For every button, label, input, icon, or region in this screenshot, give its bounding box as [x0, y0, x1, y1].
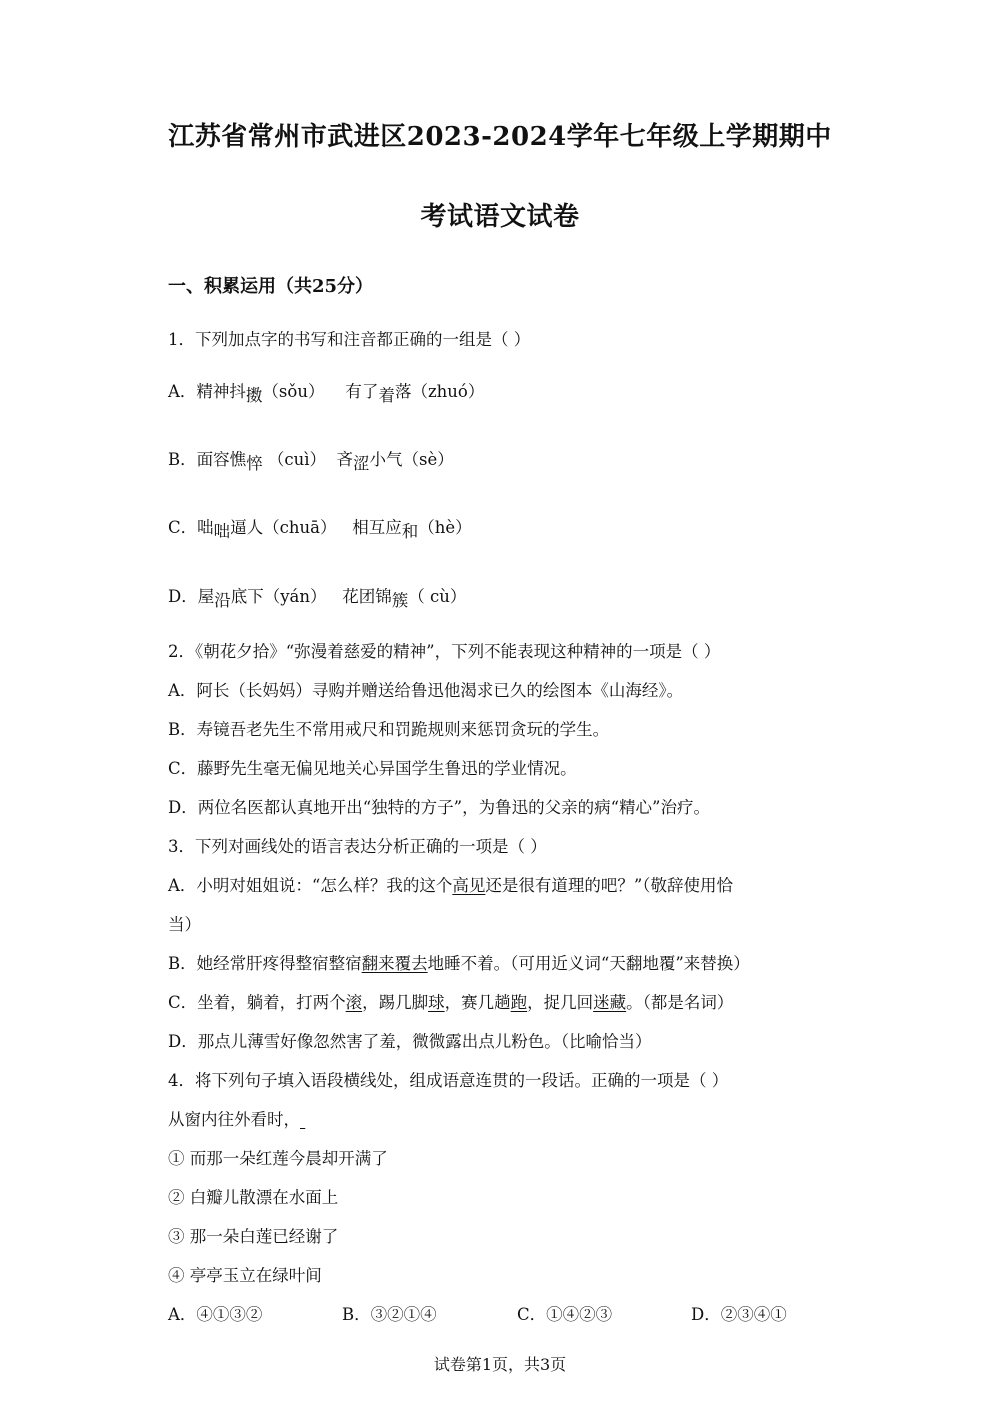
q1-d-rest: （ cù） — [408, 587, 467, 606]
q3-stem: 3．下列对画线处的语言表达分析正确的一项是（ ） — [168, 837, 547, 856]
q3-c-text-5: 。（都是名词） — [626, 993, 734, 1012]
page-title-line1: 江苏省常州市武进区2023-2024学年七年级上学期期中 — [168, 122, 832, 152]
q3-option-d: D．那点儿薄雪好像忽然害了羞，微微露出点儿粉色。（比喻恰当） — [168, 1032, 652, 1051]
q4-option-a: A．④①③② — [168, 1305, 263, 1324]
q1-b-prefix: B．面容憔 — [168, 450, 247, 469]
q1-b-dotted-1: 悴 — [246, 454, 263, 473]
q1-option-d — [168, 583, 467, 610]
q3-c-text-2: ，踢几脚 — [362, 993, 429, 1012]
q3-c-text-3: ，赛几趟 — [444, 993, 511, 1012]
q1-a-pinyin-1: （sǒu） — [262, 382, 325, 401]
q3-b-underlined: 翻来覆去 — [361, 954, 428, 973]
q4-option-b: B．③②①④ — [342, 1305, 437, 1324]
q1-a-prefix: A．精神抖 — [168, 382, 246, 401]
q1-d-pinyin-1: 底下（yán） 花团锦 — [230, 587, 392, 606]
q4-option-d: D．②③④① — [691, 1305, 787, 1324]
q3-a-text: A．小明对姐姐说：“怎么样？我的这个 — [168, 876, 453, 895]
page-footer: 试卷第1页，共3页 — [433, 1355, 567, 1374]
q3-c-underlined-4: 迷藏 — [593, 993, 627, 1012]
q2-stem: 2．《朝花夕拾》“弥漫着慈爱的精神”，下列不能表现这种精神的一项是（ ） — [168, 642, 721, 661]
q3-b-text: B．她经常肝疼得整宿整宿 — [168, 954, 362, 973]
q3-a-text-end: 还是很有道理的吧？”（敬辞使用恰 — [485, 876, 734, 895]
q4-sentence-4: ④ 亭亭玉立在绿叶间 — [168, 1266, 322, 1285]
q1-a-rest: 落（zhuó） — [394, 382, 485, 401]
q4-sentence-3: ③ 那一朵白莲已经谢了 — [168, 1227, 339, 1246]
q1-stem: 1．下列加点字的书写和注音都正确的一组是（ ） — [168, 330, 531, 349]
q3-option-a — [168, 872, 733, 896]
q1-a-mid: 有了 — [324, 382, 379, 401]
q2-option-c: C．藤野先生毫无偏见地关心异国学生鲁迅的学业情况。 — [168, 759, 577, 778]
q1-b-rest: 小气（sè） — [369, 450, 454, 469]
q1-option-a — [168, 378, 485, 405]
q1-c-dotted-2: 和 — [401, 522, 419, 541]
q3-c-underlined-2: 球 — [428, 993, 445, 1012]
q4-option-c: C．①④②③ — [517, 1305, 613, 1324]
q1-c-rest: （hè） — [418, 518, 472, 537]
q1-c-dotted-1: 咄 — [213, 522, 231, 541]
q1-d-dotted-2: 簇 — [391, 591, 409, 610]
q3-c-underlined-1: 滚 — [345, 993, 363, 1012]
q1-a-dotted-1: 擞 — [245, 386, 263, 405]
q1-c-prefix: C．咄 — [168, 518, 214, 537]
q3-b-text-end: 地睡不着。（可用近义词“天翻地覆”来替换） — [427, 954, 750, 973]
q3-option-c — [168, 989, 733, 1013]
page-title-line2: 考试语文试卷 — [420, 202, 580, 232]
q1-option-c — [168, 514, 472, 541]
q2-option-d: D．两位名医都认真地开出“独特的方子”，为鲁迅的父亲的病“精心”治疗。 — [168, 798, 710, 817]
section-heading: 一、积累运用（共25分） — [168, 276, 374, 297]
q4-lead-text: 从窗内往外看时， — [168, 1110, 300, 1129]
q1-c-pinyin-1: 逼人（chuā） 相互应 — [230, 518, 402, 537]
q1-option-b — [168, 446, 454, 473]
q4-blank — [300, 1110, 306, 1129]
q4-sentence-2: ② 白瓣儿散漂在水面上 — [168, 1188, 339, 1207]
q3-c-text-4: ，捉几回 — [527, 993, 594, 1012]
q2-option-a: A．阿长（长妈妈）寻购并赠送给鲁迅他渴求已久的绘图本《山海经》。 — [168, 681, 684, 700]
q3-c-underlined-3: 跑 — [510, 993, 528, 1012]
q3-a-underlined: 高见 — [452, 876, 486, 895]
q4-lead — [168, 1106, 306, 1130]
q1-b-pinyin-1: （cuì） 吝 — [262, 450, 354, 469]
q3-c-text-1: C．坐着，躺着，打两个 — [168, 993, 346, 1012]
q1-d-dotted-1: 沿 — [214, 591, 231, 610]
q3-option-b — [168, 950, 750, 974]
q1-b-dotted-2: 涩 — [353, 454, 370, 473]
q4-sentence-1: ① 而那一朵红莲今晨却开满了 — [168, 1149, 388, 1168]
q4-stem: 4．将下列句子填入语段横线处，组成语意连贯的一段话。正确的一项是（ ） — [168, 1071, 729, 1090]
q3-option-a-cont: 当） — [168, 915, 201, 934]
q1-a-dotted-2: 着 — [378, 386, 395, 405]
q1-d-prefix: D．屋 — [168, 587, 215, 606]
q2-option-b: B．寿镜吾老先生不常用戒尺和罚跪规则来惩罚贪玩的学生。 — [168, 720, 610, 739]
